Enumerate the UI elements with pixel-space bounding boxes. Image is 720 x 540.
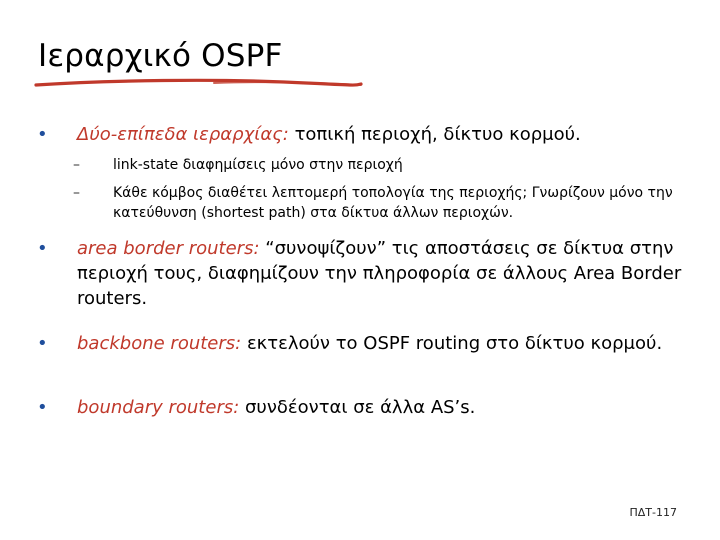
- slide-number: ΠΔΤ-117: [629, 506, 677, 519]
- sub-dash: –: [73, 185, 80, 201]
- bullet-emphasis: boundary routers:: [77, 397, 240, 418]
- bullet-emphasis: Δύο-επίπεδα ιεραρχίας:: [77, 124, 289, 145]
- bullet-text: [77, 236, 697, 311]
- bullet-text: [77, 395, 697, 420]
- bullet-dot: •: [37, 238, 48, 259]
- sub-dash: –: [73, 157, 80, 173]
- bullet-emphasis: backbone routers:: [77, 333, 242, 354]
- bullet-rest: συνδέονται σε άλλα AS’s.: [239, 397, 476, 418]
- slide-title: Ιεραρχικό OSPF: [38, 38, 283, 74]
- sub-text: Κάθε κόμβος διαθέτει λεπτομερή τοπολογία της περιοχής; Γνωρίζουν μόνο την κατεύθυνση (shortest path) στα δίκτυα άλλων περιοχών.: [113, 185, 673, 221]
- bullet-text: [77, 331, 697, 356]
- bullet-rest: “συνοψίζουν” τις αποστάσεις σε δίκτυα στην περιοχή τους, διαφημίζουν την πληροφορία σε άλλους Area Border routers.: [77, 238, 682, 309]
- bullet-text: [77, 122, 697, 147]
- bullet-dot: •: [37, 333, 48, 354]
- sub-text: link-state διαφημίσεις μόνο στην περιοχή: [113, 157, 403, 173]
- bullet-rest: τοπική περιοχή, δίκτυο κορμού.: [288, 124, 581, 145]
- title-underline: [34, 76, 364, 92]
- bullet-emphasis: area border routers:: [77, 238, 260, 259]
- bullet-rest: εκτελούν το OSPF routing στο δίκτυο κορμού.: [241, 333, 663, 354]
- bullet-dot: •: [37, 397, 48, 418]
- bullet-dot: •: [37, 124, 48, 145]
